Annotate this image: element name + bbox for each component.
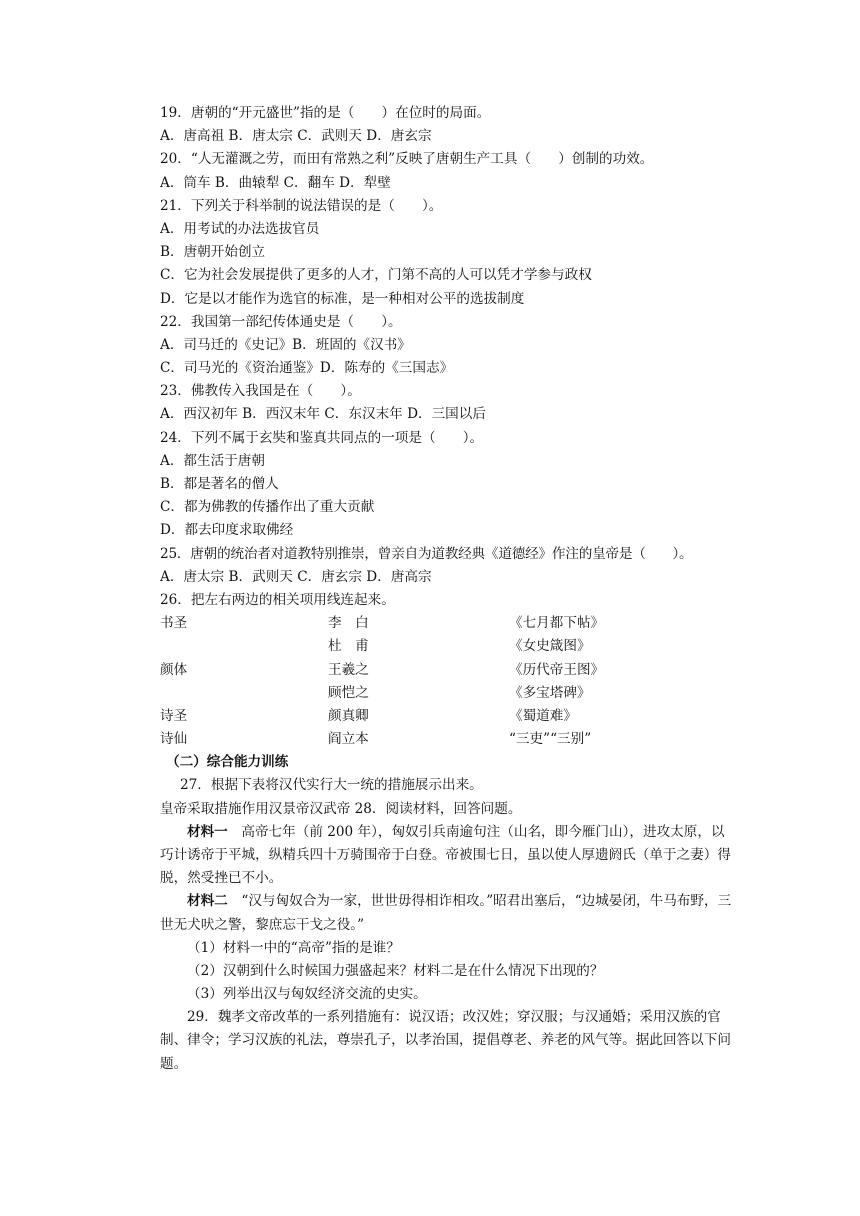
- question-24: 24．下列不属于玄奘和鉴真共同点的一项是（ ）。: [160, 429, 484, 446]
- matching-row: [160, 682, 740, 705]
- matching-mid: 顾恺之: [328, 684, 369, 701]
- material-2: [160, 890, 735, 936]
- matching-mid: 杜 甫: [328, 638, 369, 655]
- question-20: 20．“人无灌溉之劳，而田有常熟之利”反映了唐朝生产工具（ ）创制的功效。: [160, 151, 654, 168]
- question-22: 22．我国第一部纪传体通史是（ ）。: [160, 313, 402, 330]
- material-2-label: 材料二: [187, 893, 228, 910]
- question-23: 23．佛教传入我国是在（ ）。: [160, 383, 361, 400]
- material-1: [160, 821, 735, 891]
- question-29: 29．魏孝文帝改革的一系列措施有：说汉语；改汉姓；穿汉服；与汉通婚；采用汉族的官制、律令；学习汉族的礼法，尊崇孔子，以孝治国，提倡尊老、养老的风气等。据此回答以下问题。: [160, 1009, 731, 1072]
- option-21-c: C．它为社会发展提供了更多的人才，门第不高的人可以凭才学参与政权: [160, 267, 592, 284]
- question-19: 19．唐朝的“开元盛世”指的是（ ）在位时的局面。: [160, 105, 491, 121]
- document-page: [160, 102, 740, 1076]
- option-24-b: B．都是著名的僧人: [160, 476, 279, 492]
- sub-question-1: （1）材料一中的“高帝”指的是谁？: [187, 939, 400, 956]
- material-2-text: “汉与匈奴合为一家，世世毋得相诈相攻。”昭君出塞后，“边城晏闭，牛马布野，三世无犬吠之警，黎庶忘干戈之役。”: [160, 893, 732, 933]
- matching-mid: 颜真卿: [328, 707, 369, 724]
- matching-row: [160, 612, 740, 635]
- matching-left: 诗圣: [160, 707, 188, 724]
- option-21-b: B．唐朝开始创立: [160, 244, 266, 261]
- matching-left: 书圣: [160, 615, 188, 632]
- matching-right: 《多宝塔碑》: [509, 684, 591, 701]
- matching-right: 《历代帝王图》: [509, 661, 605, 678]
- matching-mid: 李 白: [328, 615, 369, 632]
- options-22-cd: C．司马光的《资治通鉴》D．陈寿的《三国志》: [160, 360, 454, 377]
- matching-table: [160, 612, 740, 751]
- options-19: A．唐高祖 B．唐太宗 C．武则天 D．唐玄宗: [160, 128, 432, 145]
- matching-right: 《女史箴图》: [509, 638, 591, 655]
- options-25: A．唐太宗 B．武则天 C．唐玄宗 D．唐高宗: [160, 568, 432, 585]
- options-22-ab: A．司马迁的《史记》B．班固的《汉书》: [160, 336, 411, 353]
- matching-mid: 王羲之: [328, 661, 369, 678]
- question-27: 27．根据下表将汉代实行大一统的措施展示出来。: [180, 777, 483, 794]
- option-21-a: A．用考试的办法选拔官员: [160, 220, 320, 237]
- option-24-a: A．都生活于唐朝: [160, 452, 265, 469]
- matching-left: 颜体: [160, 661, 188, 678]
- matching-row: [160, 728, 740, 751]
- option-24-c: C．都为佛教的传播作出了重大贡献: [160, 499, 375, 516]
- matching-row: [160, 659, 740, 682]
- matching-left: 诗仙: [160, 731, 188, 748]
- question-26: 26．把左右两边的相关项用线连起来。: [160, 591, 395, 608]
- material-1-label: 材料一: [187, 823, 228, 840]
- sub-question-2: （2）汉朝到什么时候国力强盛起来？材料二是在什么情况下出现的？: [187, 962, 604, 979]
- matching-row: [160, 705, 740, 728]
- question-27-table-text: 皇帝采取措施作用汉景帝汉武帝 28．阅读材料，回答问题。: [160, 800, 522, 817]
- options-23: A．西汉初年 B．西汉末年 C．东汉末年 D．三国以后: [160, 406, 486, 423]
- section-title: （二）综合能力训练: [166, 754, 289, 771]
- question-25: 25．唐朝的统治者对道教特别推崇，曾亲自为道教经典《道德经》作注的皇帝是（ ）。: [160, 545, 693, 562]
- option-24-d: D．都去印度求取佛经: [160, 522, 294, 539]
- matching-right: “三吏”“三别”: [509, 731, 592, 748]
- question-21: 21．下列关于科举制的说法错误的是（ ）。: [160, 197, 443, 214]
- questions-19-26: [160, 102, 740, 612]
- matching-row: [160, 635, 740, 658]
- options-20: A．筒车 B．曲辕犁 C．翻车 D．犁壁: [160, 174, 391, 191]
- sub-question-3: （3）列举出汉与匈奴经济交流的史实。: [187, 986, 427, 1003]
- material-1-text: 高帝七年（前 200 年），匈奴引兵南逾句注（山名，即今雁门山），进攻太原，以巧计诱帝于平城，纵精兵四十万骑围帝于白登。帝被围七日，虽以使人厚遗阏氏（单于之妻）得脱，然受挫已不小。: [160, 823, 731, 887]
- matching-mid: 阎立本: [328, 731, 369, 748]
- option-21-d: D．它是以才能作为选官的标准，是一种相对公平的选拔制度: [160, 290, 525, 307]
- matching-right: 《七月都下帖》: [509, 615, 605, 632]
- matching-right: 《蜀道难》: [509, 707, 577, 724]
